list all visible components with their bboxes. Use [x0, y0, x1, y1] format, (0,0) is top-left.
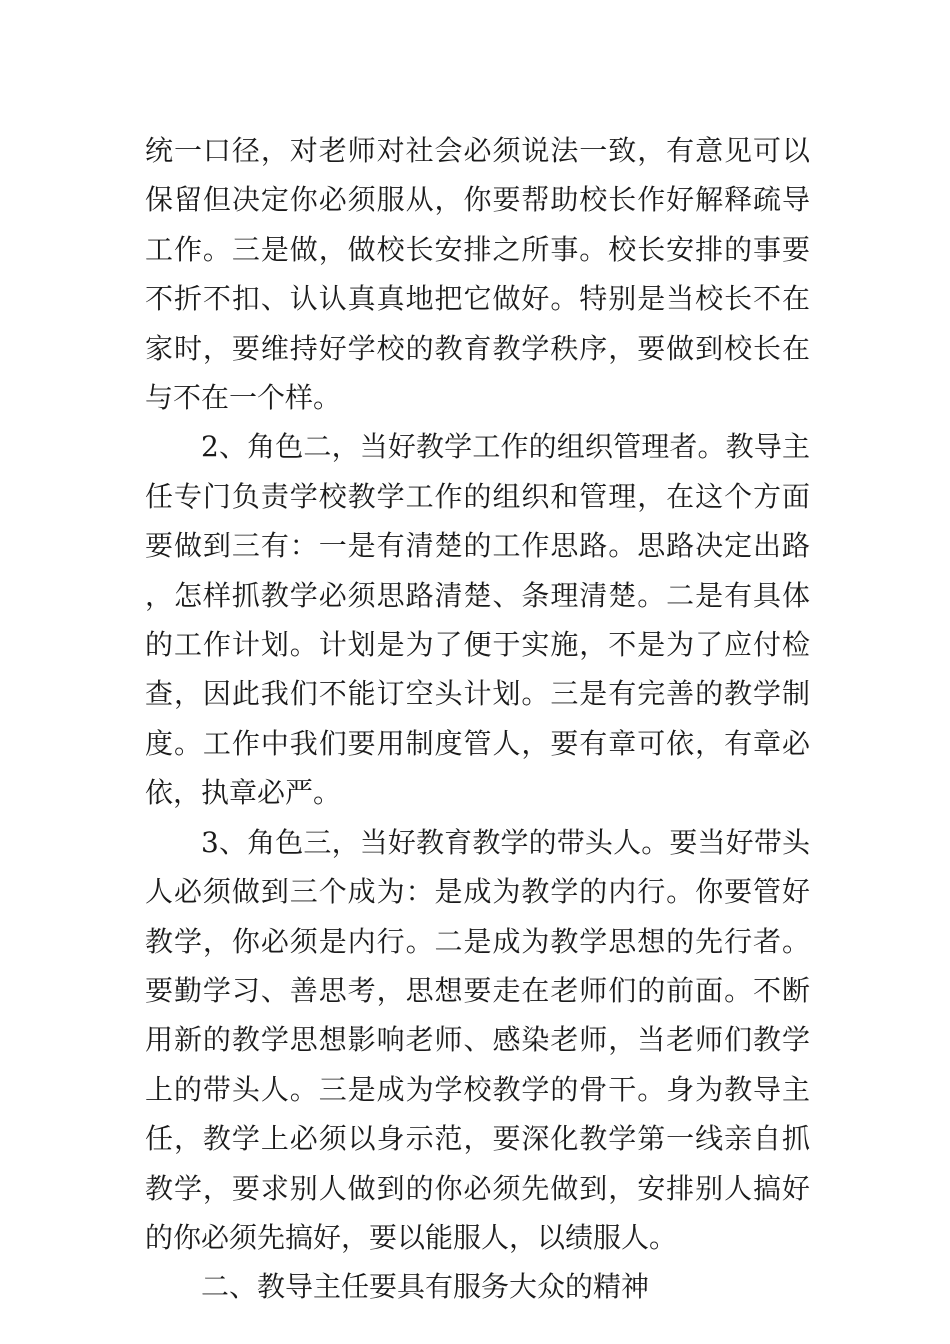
paragraph-continuation: 统一口径，对老师对社会必须说法一致，有意见可以保留但决定你必须服从，你要帮助校长作好解释疏导工作。三是做，做校长安排之所事。校长安排的事要不折不扣、认认真真地把它做好。特别是当校长不在家时，要维持好学校的教育教学秩序，要做到校长在与不在一个样。 [145, 134, 810, 415]
document-body [145, 126, 810, 1312]
paragraph-role-two: 2、角色二，当好教学工作的组织管理者。教导主任专门负责学校教学工作的组织和管理，在这个方面要做到三有：一是有清楚的工作思路。思路决定出路，怎样抓教学必须思路清楚、条理清楚。二是有具体的工作计划。计划是为了便于实施，不是为了应付检查，因此我们不能订空头计划。三是有完善的教学制度。工作中我们要用制度管人，要有章可依，有章必依，执章必严。 [145, 430, 810, 810]
paragraph-role-three: 3、角色三，当好教育教学的带头人。要当好带头人必须做到三个成为：是成为教学的内行。你要管好教学，你必须是内行。二是成为教学思想的先行者。要勤学习、善思考，思想要走在老师们的前面。不断用新的教学思想影响老师、感染老师，当老师们教学上的带头人。三是成为学校教学的骨干。身为教导主任，教学上必须以身示范，要深化教学第一线亲自抓教学，要求别人做到的你必须先做到，安排别人搞好的你必须先搞好，要以能服人，以绩服人。 [145, 825, 810, 1254]
section-heading-service-spirit: 二、教导主任要具有服务大众的精神 [201, 1270, 650, 1304]
